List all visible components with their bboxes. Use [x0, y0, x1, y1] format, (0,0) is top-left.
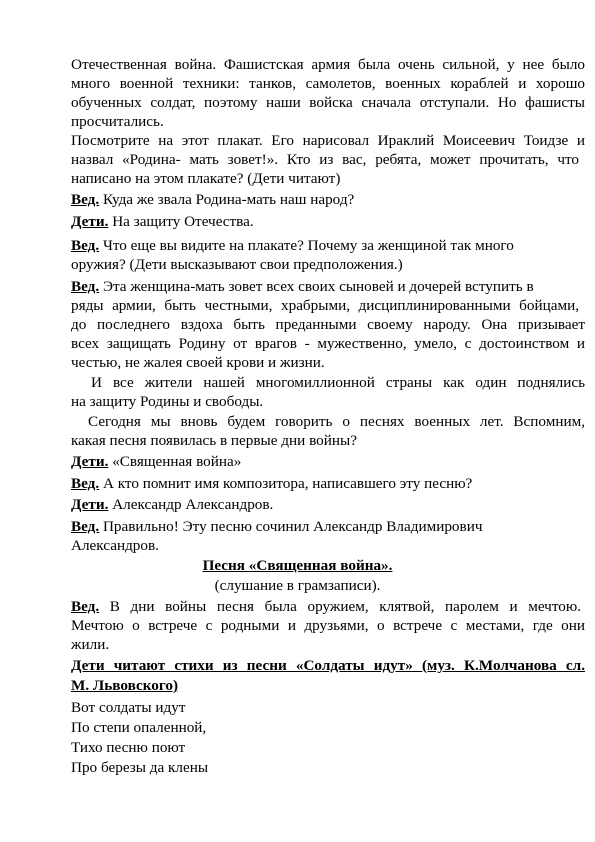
speaker-label: Дети. [71, 213, 109, 230]
speaker-label: Вед. [71, 598, 100, 615]
text-line: написано на этом плакате? (Дети читают) [71, 170, 341, 187]
dialogue-line [71, 517, 482, 536]
speech-text: Правильно! Эту песню сочинил Александр Владимирович [102, 518, 483, 535]
speech-text: В дни войны песня была оружием, клятвой, паролем и мечтою. [109, 598, 581, 615]
text-line: Отечественная война. Фашистская армия была очень сильной, у нее было [71, 56, 585, 73]
poem-heading: Дети читают стихи из песни «Солдаты идут» (муз. К.Молчанова сл. [71, 657, 585, 674]
text-line: какая песня появилась в первые дни войны? [71, 432, 357, 449]
poem-line: По степи опаленной, [71, 719, 207, 736]
speaker-label: Вед. [71, 518, 100, 535]
song-heading: Песня «Священная война». [202, 557, 393, 574]
dialogue-line [71, 452, 241, 471]
text-line: жили. [71, 636, 110, 653]
speech-text: На защиту Отечества. [112, 213, 254, 230]
dialogue-line [71, 190, 354, 209]
text-line: до последнего вздоха быть преданными своему народу. Она призывает [71, 316, 585, 333]
poem-line: Вот солдаты идут [71, 699, 186, 716]
text-line: оружия? (Дети высказывают свои предположения.) [71, 256, 403, 273]
speech-text: Куда же звала Родина-мать наш народ? [102, 191, 355, 208]
speech-text: А кто помнит имя композитора, написавшего эту песню? [102, 475, 473, 492]
text-line: честью, не жалея своей крови и жизни. [71, 354, 325, 371]
dialogue-line [71, 236, 514, 255]
poem-line: Тихо песню поют [71, 739, 186, 756]
text-line: на защиту Родины и свободы. [71, 393, 264, 410]
speaker-label: Вед. [71, 191, 100, 208]
speaker-label: Дети. [71, 453, 109, 470]
speaker-label: Вед. [71, 475, 100, 492]
dialogue-line [71, 212, 254, 231]
speaker-label: Дети. [71, 496, 109, 513]
song-note: (слушание в грамзаписи). [214, 577, 381, 594]
dialogue-line [71, 277, 534, 296]
speech-text: Эта женщина-мать зовет всех своих сыновей и дочерей вступить в [102, 278, 534, 295]
speaker-label: Вед. [71, 278, 100, 295]
speech-text: «Священная война» [112, 453, 242, 470]
speaker-label: Вед. [71, 237, 100, 254]
text-line: многo военной техники: танков, самолетов, военных кораблей и хорошо [71, 75, 585, 92]
text-line: просчитались. [71, 113, 164, 130]
poem-line: Про березы да клены [71, 759, 209, 776]
dialogue-line [71, 597, 581, 616]
text-line: назвал «Родина- мать зовет!». Кто из вас, ребята, может прочитать, что [71, 151, 579, 168]
poem-heading-continued: М. Львовского) [71, 677, 179, 694]
text-line: Сегодня мы вновь будем говорить о песнях военных лет. Вспомним, [88, 413, 585, 430]
text-line: Посмотрите на этот плакат. Его нарисовал Ираклий Моисеевич Тоидзе и [71, 132, 585, 149]
text-line: ряды армии, быть честными, храбрыми, дисциплинированными бойцами, [71, 297, 579, 314]
dialogue-line [71, 474, 472, 493]
text-line: И все жители нашей многомиллионной страны как один поднялись [91, 374, 585, 391]
text-line: Александров. [71, 537, 159, 554]
speech-text: Что еще вы видите на плакате? Почему за женщиной так много [102, 237, 514, 254]
text-line: Мечтою о встрече с родными и друзьями, о встрече с местами, где они [71, 617, 585, 634]
text-line: всех защищать Родину от врагов - мужественно, умело, с достоинством и [71, 335, 585, 352]
speech-text: Александр Александров. [112, 496, 274, 513]
text-line: обученных солдат, поэтому наши войска сначала отступали. Но фашисты [71, 94, 585, 111]
dialogue-line [71, 495, 273, 514]
